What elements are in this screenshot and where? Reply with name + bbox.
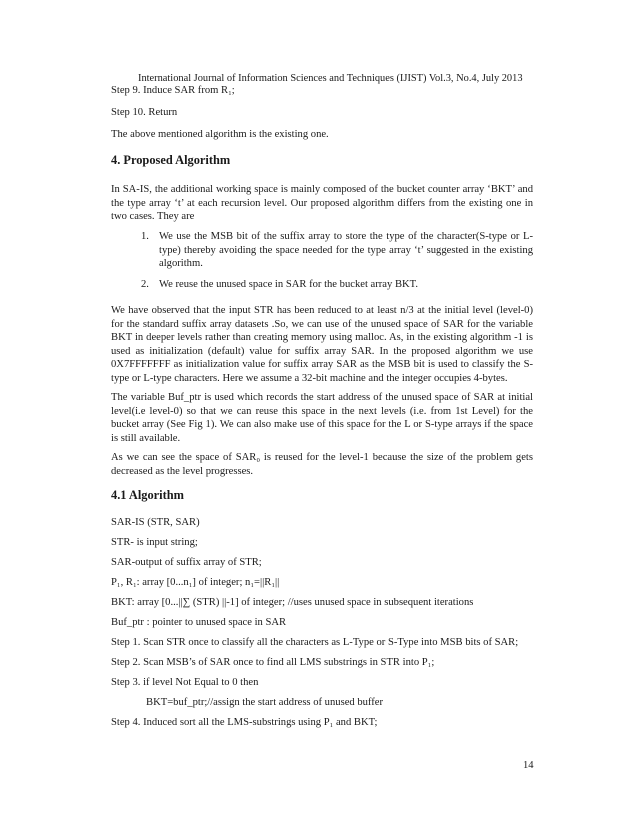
- existing-note: The above mentioned algorithm is the existing one.: [111, 129, 329, 140]
- paragraph-buf-ptr: The variable Buf_ptr is used which records the start address of the unused space of SAR at initial level(i.e level-0) so that we can reuse this space in the next levels (i.e. from 1st Level) for the bucket array (See Fig 1). We can also make use of this space for the L or S-type arrays if the space is still available.: [111, 392, 533, 444]
- algorithm-step-3-sub: BKT=buf_ptr;//assign the start address of unused buffer: [146, 697, 384, 708]
- step-9-line: Step 9. Induce SAR from R₁;: [111, 85, 235, 96]
- list-item-2-number: 2.: [141, 279, 149, 290]
- algorithm-step-4: Step 4. Induced sort all the LMS-substrings using P₁ and BKT;: [111, 717, 378, 728]
- paragraph-sar0: As we can see the space of SAR₀ is reused for the level-1 because the size of the problem gets decreased as the level progresses.: [111, 452, 533, 477]
- algorithm-line: Buf_ptr : pointer to unused space in SAR: [111, 617, 287, 628]
- list-item-1-number: 1.: [141, 231, 149, 242]
- algorithm-line: SAR-IS (STR, SAR): [111, 517, 200, 528]
- section-4-intro: In SA-IS, the additional working space is mainly composed of the bucket counter array ‘BKT’ and the type array ‘t’ at each recursion level. Our proposed algorithm differs from the existing one in two cases. They are: [111, 184, 533, 223]
- algorithm-line: SAR-output of suffix array of STR;: [111, 557, 262, 568]
- section-4-title: 4. Proposed Algorithm: [111, 153, 231, 167]
- list-item-2-text: We reuse the unused space in SAR for the bucket array BKT.: [159, 279, 419, 290]
- paragraph-observation: We have observed that the input STR has been reduced to at least n/3 at the initial level (level-0) for the standard suffix array datasets .So, we can use of the unused space of SAR for the variable BKT in deeper levels rather than creating memory using malloc. As, in the existing algorithm -1 is used as initialization (default) value for suffix array SAR. In the proposed algorithm we use 0X7FFFFFFF as initialization value for suffix array SAR as the MSB bit is used to classify the S-type or L-type characters. Here we assume a 32-bit machine and the integer occupies 4-bytes.: [111, 305, 533, 384]
- list-item-1-text: We use the MSB bit of the suffix array to store the type of the character(S-type or L-type) thereby avoiding the space needed for the type array ‘t’ suggested in the existing algorithm.: [159, 231, 533, 270]
- section-4-1-title: 4.1 Algorithm: [111, 488, 184, 502]
- algorithm-line: STR- is input string;: [111, 537, 198, 548]
- algorithm-line: BKT: array [0...||∑ (STR) ||-1] of integer; //uses unused space in subsequent iterations: [111, 597, 474, 608]
- step-10-line: Step 10. Return: [111, 107, 178, 118]
- journal-header: International Journal of Information Sciences and Techniques (IJIST) Vol.3, No.4, July 2013: [138, 73, 523, 84]
- page-number: 14: [523, 760, 534, 771]
- algorithm-line: P₁, R₁: array [0...n₁] of integer; n₁=||R₁||: [111, 577, 280, 588]
- algorithm-line: Step 3. if level Not Equal to 0 then: [111, 677, 259, 688]
- algorithm-line: Step 2. Scan MSB’s of SAR once to find all LMS substrings in STR into P₁;: [111, 657, 435, 668]
- algorithm-line: Step 1. Scan STR once to classify all the characters as L-Type or S-Type into MSB bits of SAR;: [111, 637, 519, 648]
